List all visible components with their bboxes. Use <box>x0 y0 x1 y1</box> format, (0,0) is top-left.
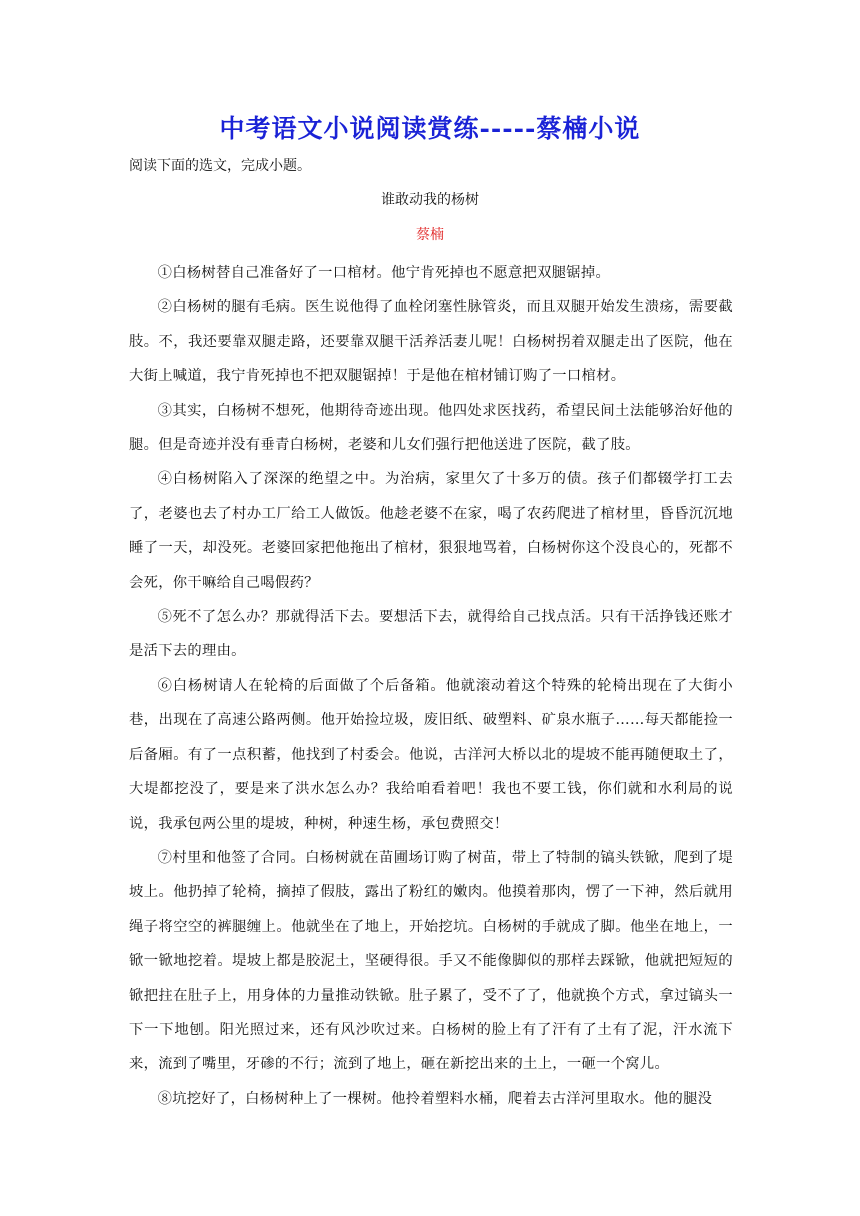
author-name: 蔡楠 <box>416 227 444 243</box>
paragraph-8: ⑧坑挖好了，白杨树种上了一棵树。他拎着塑料水桶，爬着去古洋河里取水。他的腿没 <box>157 1090 713 1107</box>
paragraph-4: ④白杨树陷入了深深的绝望之中。为治病，家里欠了十多万的债。孩子们都辍学打工去了，老婆也去了村办工厂给工人做饭。他趁老婆不在家，喝了农药爬进了棺材里，昏昏沉沉地睡了一天，却没死。老婆回家把他拖出了棺材，狠狠地骂着，白杨树你这个没良心的，死都不会死，你干嘛给自己喝假药？ <box>129 471 733 591</box>
story-body <box>129 256 733 1116</box>
instruction-text: 阅读下面的选文，完成小题。 <box>129 158 311 174</box>
paragraph-3: ③其实，白杨树不想死，他期待奇迹出现。他四处求医找药，希望民间土法能够治好他的腿。但是奇迹并没有垂青白杨树，老婆和儿女们强行把他送进了医院，截了肢。 <box>129 402 733 454</box>
story-title: 谁敢动我的杨树 <box>381 192 479 208</box>
paragraph-6: ⑥白杨树请人在轮椅的后面做了个后备箱。他就滚动着这个特殊的轮椅出现在了大街小巷，出现在了高速公路两侧。他开始捡垃圾，废旧纸、破塑料、矿泉水瓶子……每天都能捡一后备厢。有了一点积蓄，他找到了村委会。他说，古洋河大桥以北的堤坡不能再随便取土了，大堤都挖没了，要是来了洪水怎么办？我给咱看着吧！我也不要工钱，你们就和水利局的说说，我承包两公里的堤坡，种树，种速生杨，承包费照交！ <box>129 677 733 832</box>
paragraph-1: ①白杨树替自己准备好了一口棺材。他宁肯死掉也不愿意把双腿锯掉。 <box>157 265 611 281</box>
paragraph-7: ⑦村里和他签了合同。白杨树就在苗圃场订购了树苗，带上了特制的镐头铁锨，爬到了堤坡上。他扔掉了轮椅，摘掉了假肢，露出了粉红的嫩肉。他摸着那肉，愣了一下神，然后就用绳子将空空的裤腿缠上。他就坐在了地上，开始挖坑。白杨树的手就成了脚。他坐在地上，一锨一锨地挖着。堤坡上都是胶泥土，坚硬得很。手又不能像脚似的那样去踩锨，他就把短短的锨把拄在肚子上，用身体的力量推动铁锨。肚子累了，受不了了，他就换个方式，拿过镐头一下一下地刨。阳光照过来，还有风沙吹过来。白杨树的脸上有了汗有了土有了泥，汗水流下来，流到了嘴里，牙碜的不行；流到了地上，砸在新挖出来的土上，一砸一个窝儿。 <box>129 849 733 1073</box>
main-title: 中考语文小说阅读赏练-----蔡楠小说 <box>219 114 641 143</box>
paragraph-2: ②白杨树的腿有毛病。医生说他得了血栓闭塞性脉管炎，而且双腿开始发生溃疡，需要截肢。不，我还要靠双腿走路，还要靠双腿干活养活妻儿呢！白杨树拐着双腿走出了医院，他在大街上喊道，我宁肯死掉也不把双腿锯掉！于是他在棺材铺订购了一口棺材。 <box>129 299 733 385</box>
paragraph-5: ⑤死不了怎么办？那就得活下去。要想活下去，就得给自己找点活。只有干活挣钱还账才是活下去的理由。 <box>129 609 733 660</box>
